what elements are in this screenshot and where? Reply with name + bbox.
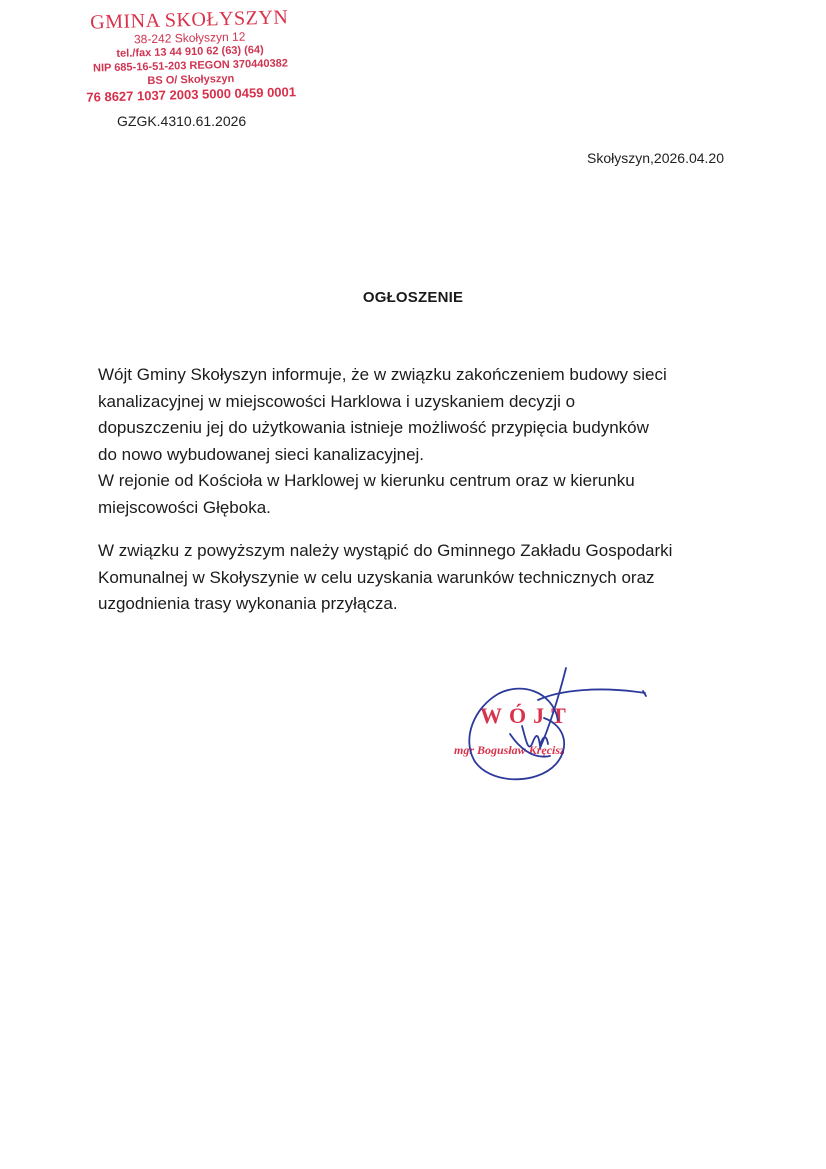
signature-stamp-title: WÓJT [480, 703, 573, 728]
stamp-tax-ids: NIP 685-16-51-203 REGON 370440382 [92, 57, 289, 75]
signature-stamp-name: mgr Bogusław Kręcisz [454, 743, 565, 757]
document-reference-number: GZGK.4310.61.2026 [117, 113, 247, 129]
paragraph-line: Wójt Gminy Skołyszyn informuje, że w związku zakończeniem budowy sieci [98, 365, 667, 384]
stamp-bank: BS O/ Skołyszyn [147, 72, 235, 88]
paragraph-line: dopuszczeniu jej do użytkowania istnieje możliwość przypięcia budynków [98, 418, 649, 437]
paragraph-line: uzgodnienia trasy wykonania przyłącza. [98, 594, 398, 613]
document-title: OGŁOSZENIE [362, 289, 464, 306]
announcement-paragraph-2 [98, 538, 738, 618]
paragraph-line: miejscowości Głęboka. [98, 497, 271, 517]
handwritten-signature-icon [440, 660, 660, 790]
paragraph-line: W rejonie od Kościoła w Harklowej w kierunku centrum oraz w kierunku [98, 471, 635, 490]
paragraph-line: kanalizacyjnej w miejscowości Harklowa i uzyskaniem decyzji o [98, 391, 576, 411]
stamp-municipality-name: GMINA SKOŁYSZYN [89, 6, 289, 34]
announcement-paragraph-1 [98, 362, 738, 521]
municipality-stamp [74, 6, 306, 106]
paragraph-line: do nowo wybudowanej sieci kanalizacyjnej. [98, 444, 425, 464]
stamp-phone: tel./fax 13 44 910 62 (63) (64) [116, 44, 264, 60]
place-and-date: Skołyszyn,2026.04.20 [587, 150, 724, 166]
mayor-signature-block [440, 660, 660, 790]
paragraph-line: Komunalnej w Skołyszynie w celu uzyskania warunków technicznych oraz [98, 567, 655, 587]
paragraph-line: W związku z powyższym należy wystąpić do Gminnego Zakładu Gospodarki [98, 541, 673, 560]
stamp-address: 38-242 Skołyszyn 12 [133, 29, 246, 47]
stamp-bank-account: 76 8627 1037 2003 5000 0459 0001 [86, 84, 297, 105]
